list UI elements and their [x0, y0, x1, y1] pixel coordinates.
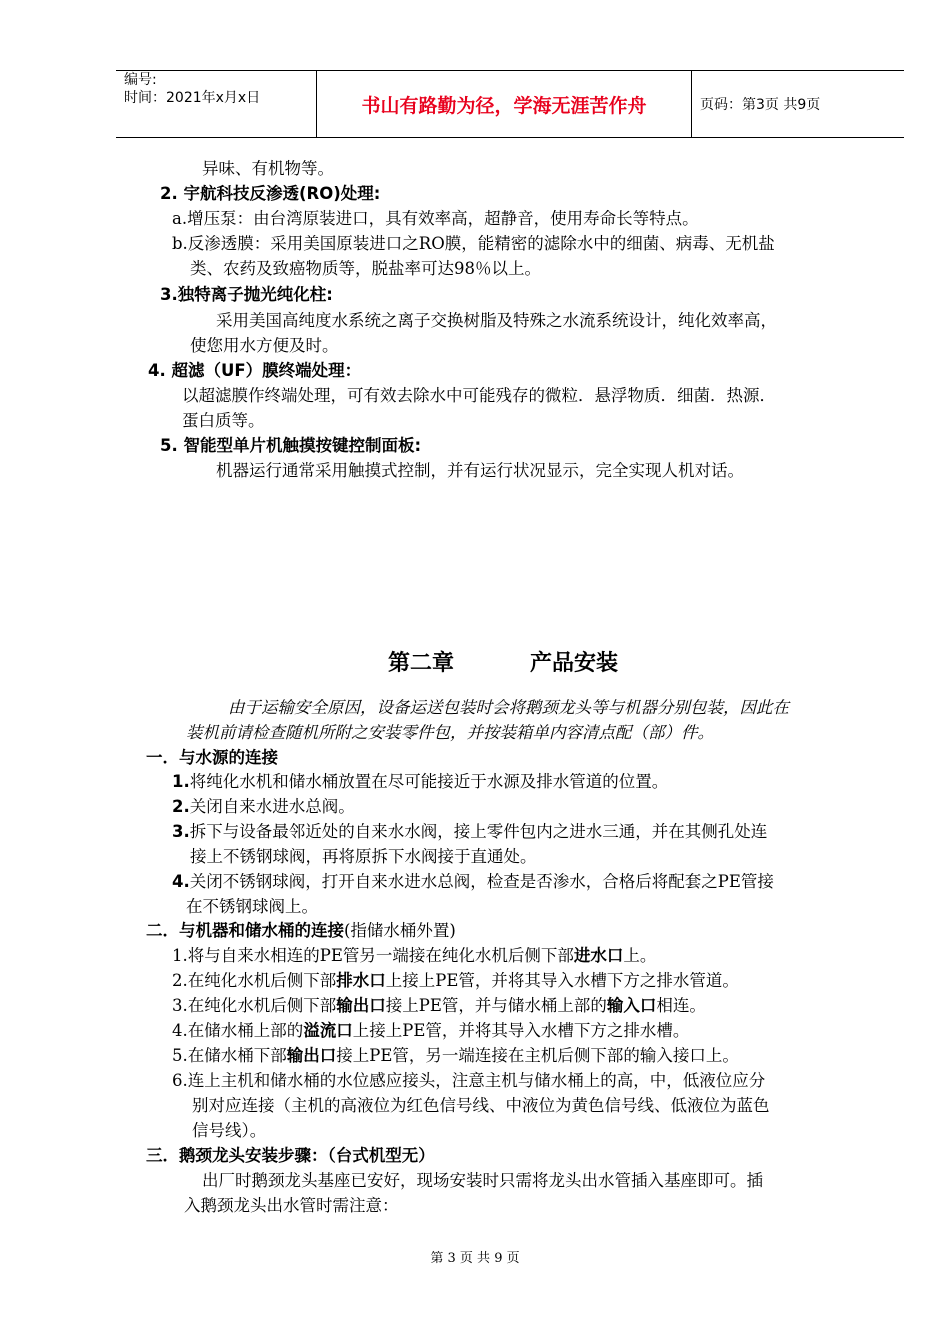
- feature-4-heading: 4. 超滤（UF）膜终端处理：: [148, 361, 362, 380]
- doc-number-label: 编号:: [124, 72, 157, 88]
- s2-item-3: 3.在纯化水机后侧下部输出口接上PE管，并与储水桶上部的输入口相连。: [172, 996, 706, 1015]
- s3-para-line2: 入鹅颈龙头出水管时需注意：: [184, 1196, 399, 1215]
- chapter-heading: [388, 646, 618, 677]
- feature-4-line1: 以超滤膜作终端处理，可有效去除水中可能残存的微粒．悬浮物质．细菌．热源．: [182, 386, 776, 405]
- section-1-title: 一．与水源的连接: [146, 748, 278, 767]
- s1-item-4-line2: 在不锈钢球阀上。: [186, 897, 318, 916]
- header-motto: 书山有路勤为径，学海无涯苦作舟: [316, 71, 692, 137]
- s2-item-6-line1: 6.连上主机和储水桶的水位感应接头，注意主机与储水桶上的高，中，低液位应分: [172, 1071, 766, 1090]
- chapter-title: 产品安装: [530, 651, 619, 676]
- feature-2b-line1: b.反渗透膜：采用美国原装进口之RO膜，能精密的滤除水中的细菌、病毒、无机盐: [172, 234, 775, 253]
- feature-5-heading: 5. 智能型单片机触摸按键控制面板:: [160, 436, 422, 455]
- section-3-title: 三．鹅颈龙头安装步骤：（台式机型无）: [146, 1146, 435, 1165]
- feature-2b-line2: 类、农药及致癌物质等，脱盐率可达98％以上。: [190, 259, 541, 278]
- feature-3-heading: 3.独特离子抛光纯化柱:: [160, 285, 333, 304]
- s1-item-3-line2: 接上不锈钢球阀，再将原拆下水阀接于直通处。: [190, 847, 537, 866]
- feature-3-line1: 采用美国高纯度水系统之离子交换树脂及特殊之水流系统设计，纯化效率高，: [216, 311, 777, 330]
- header-page-label: 页码：第3页 共9页: [700, 97, 821, 113]
- chapter-number: 第二章: [388, 651, 455, 676]
- feature-2a: a.增压泵：由台湾原装进口，具有效率高，超静音，使用寿命长等特点。: [172, 209, 699, 228]
- s2-item-5: 5.在储水桶下部输出口接上PE管，另一端连接在主机后侧下部的输入接口上。: [172, 1046, 739, 1065]
- feature-2-heading: 2. 宇航科技反渗透(RO)处理:: [160, 184, 381, 203]
- intro-line1: 由于运输安全原因，设备运送包装时会将鹅颈龙头等与机器分别包装，因此在: [228, 698, 789, 717]
- feature-4-line2: 蛋白质等。: [182, 411, 265, 430]
- s1-item-2: 2.关闭自来水进水总阀。: [172, 797, 355, 816]
- s2-item-6-line2: 别对应连接（主机的高液位为红色信号线、中液位为黄色信号线、低液位为蓝色: [192, 1096, 770, 1115]
- s2-item-6-line3: 信号线）。: [192, 1121, 267, 1140]
- s2-item-2: 2.在纯化水机后侧下部排水口上接上PE管，并将其导入水槽下方之排水管道。: [172, 971, 739, 990]
- header-meta: [116, 71, 316, 137]
- page-footer: 第 3 页 共 9 页: [430, 1251, 520, 1266]
- section-2-title: 二．与机器和储水桶的连接(指储水桶外置): [146, 921, 456, 940]
- doc-time-label: 时间：2021年x月x日: [124, 90, 261, 106]
- feature-1-tail: 异味、有机物等。: [202, 159, 334, 178]
- page-header: [116, 70, 904, 138]
- feature-3-line2: 使您用水方便及时。: [190, 336, 339, 355]
- s1-item-4-line1: 4.关闭不锈钢球阀，打开自来水进水总阀，检查是否渗水，合格后将配套之PE管接: [172, 872, 774, 891]
- s2-item-1: 1.将与自来水相连的PE管另一端接在纯化水机后侧下部进水口上。: [172, 946, 657, 965]
- feature-5-line1: 机器运行通常采用触摸式控制，并有运行状况显示，完全实现人机对话。: [216, 461, 744, 480]
- s2-item-4: 4.在储水桶上部的溢流口上接上PE管，并将其导入水槽下方之排水槽。: [172, 1021, 690, 1040]
- s3-para-line1: 出厂时鹅颈龙头基座已安好，现场安装时只需将龙头出水管插入基座即可。插: [202, 1171, 763, 1190]
- s1-item-3-line1: 3.拆下与设备最邻近处的自来水水阀，接上零件包内之进水三通，并在其侧孔处连: [172, 822, 768, 841]
- s1-item-1: 1.将纯化水机和储水桶放置在尽可能接近于水源及排水管道的位置。: [172, 772, 669, 791]
- intro-line2: 装机前请检查随机所附之安装零件包，并按装箱单内容清点配（部）件。: [186, 723, 714, 742]
